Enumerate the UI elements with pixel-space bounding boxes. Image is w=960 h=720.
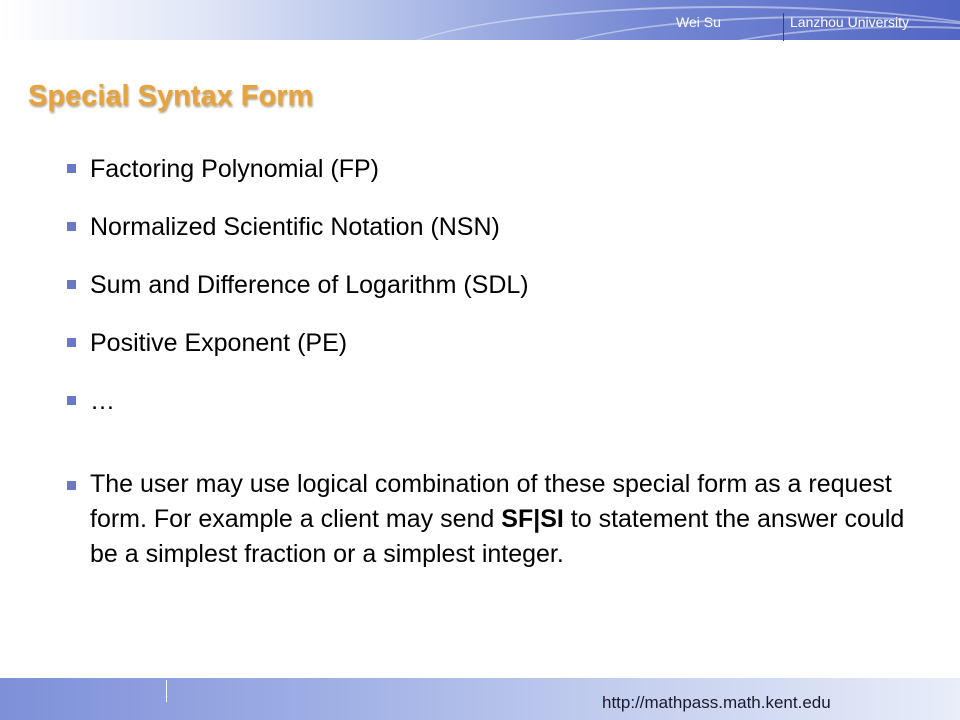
note-text-end: to statement the answer could be a simplest fraction or a simplest integer. bbox=[90, 505, 905, 568]
footer-url: http://mathpass.math.kent.edu bbox=[602, 693, 831, 712]
square-bullet-icon bbox=[67, 280, 76, 289]
slide-title: Special Syntax Form bbox=[28, 80, 314, 112]
note-text-start: The user may use logical combination of these special form as a request form. For example a client may send bbox=[90, 470, 892, 533]
list-item bbox=[66, 208, 926, 246]
bullet-text: Factoring Polynomial (FP) bbox=[90, 155, 379, 183]
square-bullet-icon bbox=[67, 222, 76, 231]
footer-divider bbox=[166, 680, 167, 702]
header-divider bbox=[783, 13, 784, 41]
list-item bbox=[66, 324, 926, 362]
list-item bbox=[66, 150, 926, 188]
note-emphasis: SF|SI bbox=[501, 505, 564, 533]
header-author: Wei Su bbox=[676, 14, 721, 30]
list-item bbox=[66, 382, 926, 420]
header-organization: Lanzhou University bbox=[790, 14, 910, 30]
square-bullet-icon bbox=[67, 481, 76, 490]
bullet-text: … bbox=[90, 387, 115, 415]
square-bullet-icon bbox=[67, 164, 76, 173]
list-item-note bbox=[66, 467, 926, 572]
square-bullet-icon bbox=[67, 396, 76, 405]
bullet-text: Positive Exponent (PE) bbox=[90, 329, 348, 357]
bullet-text: Normalized Scientific Notation (NSN) bbox=[90, 213, 500, 241]
list-item bbox=[66, 266, 926, 304]
bullet-list bbox=[66, 150, 926, 592]
bullet-text: Sum and Difference of Logarithm (SDL) bbox=[90, 271, 529, 299]
square-bullet-icon bbox=[67, 338, 76, 347]
note-text bbox=[90, 470, 904, 568]
